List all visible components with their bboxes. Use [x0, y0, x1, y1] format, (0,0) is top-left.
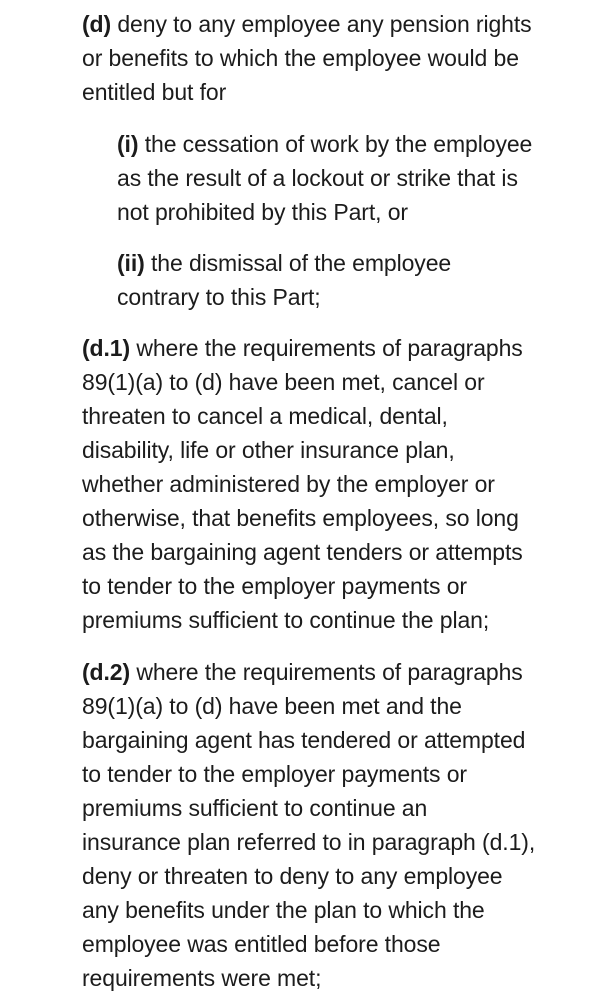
paragraph-d: [82, 7, 532, 109]
paragraph-text: where the requirements of paragraphs: [130, 335, 523, 361]
paragraph-line: premiums sufficient to continue the plan;: [82, 607, 490, 633]
paragraph-line: [82, 331, 523, 365]
paragraph-label: (d.2): [82, 659, 131, 685]
paragraph-line: entitled but for: [82, 79, 227, 105]
paragraph-text: deny to any employee any pension rights: [111, 11, 532, 37]
paragraph-line: whether administered by the employer or: [82, 471, 495, 497]
paragraph-line: 89(1)(a) to (d) have been met and the: [82, 693, 462, 719]
paragraph-label: (i): [117, 131, 139, 157]
paragraph-text: the dismissal of the employee: [144, 250, 452, 276]
subparagraph-i: [117, 127, 532, 229]
paragraph-line: premiums sufficient to continue an: [82, 795, 428, 821]
paragraph-line: to tender to the employer payments or: [82, 761, 467, 787]
paragraph-d1: [82, 331, 523, 637]
paragraph-label: (d.1): [82, 335, 131, 361]
paragraph-line: [82, 7, 532, 41]
paragraph-line: bargaining agent has tendered or attempted: [82, 727, 526, 753]
paragraph-line: employee was entitled before those: [82, 931, 441, 957]
paragraph-line: or benefits to which the employee would be: [82, 45, 519, 71]
paragraph-line: [117, 246, 451, 280]
paragraph-line: disability, life or other insurance plan,: [82, 437, 455, 463]
paragraph-line: [82, 655, 535, 689]
paragraph-text: the cessation of work by the employee: [138, 131, 533, 157]
paragraph-line: to tender to the employer payments or: [82, 573, 467, 599]
paragraph-d2: [82, 655, 535, 995]
paragraph-label: (d): [82, 11, 112, 37]
paragraph-line: as the bargaining agent tenders or attempts: [82, 539, 523, 565]
subparagraph-ii: [117, 246, 451, 314]
paragraph-line: 89(1)(a) to (d) have been met, cancel or: [82, 369, 485, 395]
paragraph-line: threaten to cancel a medical, dental,: [82, 403, 448, 429]
paragraph-line: [117, 127, 532, 161]
paragraph-line: contrary to this Part;: [117, 284, 321, 310]
paragraph-line: any benefits under the plan to which the: [82, 897, 485, 923]
paragraph-text: where the requirements of paragraphs: [130, 659, 523, 685]
paragraph-line: as the result of a lockout or strike that is: [117, 165, 518, 191]
paragraph-line: deny or threaten to deny to any employee: [82, 863, 503, 889]
paragraph-line: requirements were met;: [82, 965, 322, 991]
paragraph-line: not prohibited by this Part, or: [117, 199, 408, 225]
paragraph-line: insurance plan referred to in paragraph (d.1),: [82, 829, 536, 855]
paragraph-label: (ii): [117, 250, 145, 276]
paragraph-line: otherwise, that benefits employees, so long: [82, 505, 519, 531]
